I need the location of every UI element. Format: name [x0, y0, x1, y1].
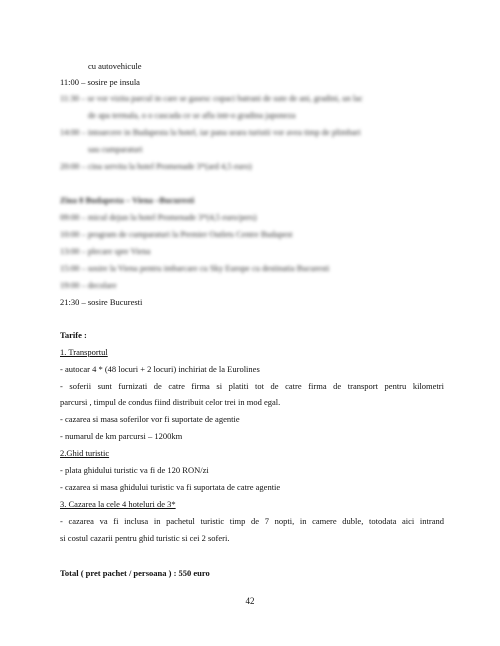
schedule-line: 11:00 – sosire pe insula: [60, 77, 140, 87]
schedule-line: 11:30 – se vor vizita parcul in care se gasesc copaci batrani de sute de ani, gradini, un lac: [60, 93, 363, 103]
ghid-item: - cazarea si masa ghidului turistic va fi suportata de catre agentie: [60, 482, 281, 492]
schedule-line: cu autovehicule: [88, 61, 142, 71]
day8-item: 13:00 – plecare spre Viena: [60, 246, 151, 256]
day8-item: 19:00 – decolare: [60, 280, 117, 290]
day8-item: 15:00 – sosire la Viena pentru imbarcare cu Sky Europe cu destinatia Bucuresti: [60, 263, 330, 273]
day8-item: 10:00 – program de cumparaturi la Premier Outlets Centre Budapest: [60, 229, 293, 239]
transport-item: - autocar 4 * (48 locuri + 2 locuri) inchiriat de la Eurolines: [60, 364, 260, 374]
ghid-item: - plata ghidului turistic va fi de 120 RON/zi: [60, 465, 209, 475]
transport-item: - numarul de km parcursi – 1200km: [60, 431, 183, 441]
transport-item: - soferii sunt furnizati de catre firma si platiti tot de catre firma de transport pentru kilometri: [60, 381, 444, 391]
day8-item: 09:00 – micul dejun la hotel Promenade 3*(4,5 euro/pers): [60, 212, 257, 222]
schedule-line: de apa termala, o o cascada ce se afla intr-o gradina japoneza: [88, 110, 296, 120]
total-price: Total ( pret pachet / persoana ) : 550 euro: [60, 568, 210, 578]
cazare-item: si costul cazarii pentru ghid turistic si cei 2 soferi.: [60, 533, 230, 543]
schedule-line: 14:00 – intoarcere in Budapesta la hotel, iar pana seara turistii vor avea timp de plimbari: [60, 127, 361, 137]
page-number: 42: [245, 596, 255, 606]
schedule-line: sau cumparaturi: [88, 144, 143, 154]
transport-heading: 1. Transportul: [60, 347, 108, 357]
transport-item: - cazarea si masa soferilor vor fi suportate de agentie: [60, 414, 240, 424]
tarife-heading: Tarife :: [60, 330, 87, 340]
schedule-line: 20:00 – cina servita la hotel Promenade 3*(ard 4,5 euro): [60, 161, 252, 171]
day8-item: 21:30 – sosire Bucuresti: [60, 297, 143, 307]
cazare-item: - cazarea va fi inclusa in pachetul turistic timp de 7 nopti, in camere duble, totodata aici intrand: [60, 516, 444, 526]
cazare-heading: 3. Cazarea la cele 4 hoteluri de 3*: [60, 499, 176, 509]
transport-item: parcursi , timpul de condus fiind distribuit celor trei in mod egal.: [60, 397, 281, 407]
ghid-heading: 2.Ghid turistic: [60, 448, 110, 458]
day8-title: Ziua 8 Budapesta – Viena –Bucuresti: [60, 195, 195, 205]
